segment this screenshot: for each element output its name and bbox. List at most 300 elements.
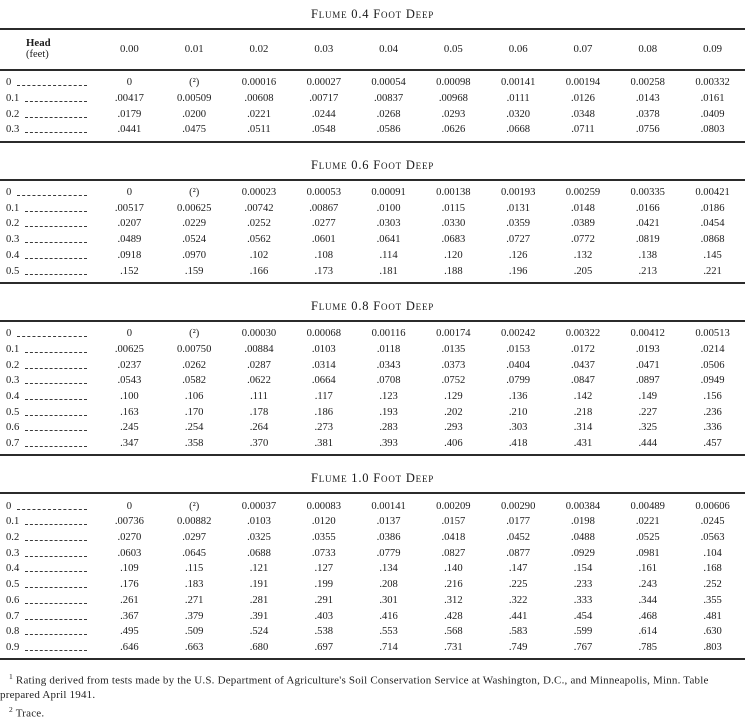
flume-table-section — [0, 158, 745, 284]
table-row — [0, 342, 745, 358]
value-cell: .213 — [638, 265, 658, 277]
row-head: 0.4 — [6, 563, 20, 575]
value-cell: 0.00509 — [176, 93, 212, 105]
row-leader — [25, 399, 87, 400]
value-cell: .0359 — [506, 218, 531, 230]
value-cell: .0827 — [441, 547, 466, 559]
value-cell: .538 — [314, 626, 334, 638]
row-label — [0, 625, 97, 638]
value-cell: .152 — [120, 265, 139, 277]
row-head: 0.5 — [6, 579, 20, 591]
value-cell: .273 — [314, 422, 334, 434]
value-cell: .254 — [184, 422, 204, 434]
value-cell: .0111 — [506, 93, 530, 105]
value-cell: .132 — [573, 249, 593, 261]
value-cell: 0.00037 — [241, 500, 277, 512]
value-cell: .0488 — [571, 532, 595, 544]
rating-table — [0, 179, 745, 284]
value-cell: .291 — [314, 594, 334, 606]
value-cell: .0756 — [635, 124, 660, 136]
table-row — [0, 577, 745, 593]
value-cell: .0166 — [635, 202, 660, 214]
value-cell: .0441 — [117, 124, 142, 136]
value-cell: .0711 — [571, 124, 595, 136]
value-cell: .142 — [573, 390, 593, 402]
row-label — [0, 202, 97, 215]
value-cell: .0586 — [376, 124, 401, 136]
value-cell: .0186 — [700, 202, 725, 214]
row-label-cell — [0, 263, 97, 283]
value-cell: 0.00625 — [176, 202, 212, 214]
value-cell: .0601 — [311, 234, 336, 246]
value-cell: .599 — [573, 626, 593, 638]
value-cell: .123 — [379, 390, 398, 402]
value-cell: 0.00750 — [176, 343, 212, 355]
row-label-cell — [0, 577, 97, 593]
value-cell: .333 — [573, 594, 593, 606]
value-cell: .0409 — [700, 108, 725, 120]
value-cell: .495 — [120, 626, 139, 638]
value-cell: .168 — [703, 563, 722, 575]
row-label-cell — [0, 248, 97, 264]
value-cell: .208 — [379, 579, 398, 591]
value-cell: .0389 — [571, 218, 595, 230]
value-cell: .614 — [638, 626, 658, 638]
row-label-cell — [0, 321, 97, 342]
column-header: 0.05 — [421, 29, 486, 70]
value-cell: .134 — [379, 563, 398, 575]
row-label — [0, 217, 97, 230]
value-cell: 0.00083 — [306, 500, 341, 512]
value-cell: .568 — [444, 626, 463, 638]
value-cell: .00717 — [309, 93, 339, 105]
value-cell: .281 — [249, 594, 269, 606]
value-cell: .325 — [638, 422, 658, 434]
row-label — [0, 92, 97, 105]
value-cell: .170 — [184, 406, 204, 418]
value-cell: .0148 — [571, 202, 595, 214]
head-unit: (feet) — [26, 49, 49, 60]
row-leader — [25, 587, 87, 588]
value-cell: 0.00023 — [241, 187, 277, 199]
row-label-cell — [0, 593, 97, 609]
value-cell: .0177 — [506, 516, 531, 528]
value-cell: .00417 — [114, 93, 144, 105]
value-cell: .0525 — [635, 532, 660, 544]
table-row — [0, 561, 745, 577]
value-cell: .583 — [508, 626, 528, 638]
value-cell: .0475 — [182, 124, 207, 136]
value-cell: .161 — [638, 563, 658, 575]
value-cell: 0.00141 — [371, 500, 406, 512]
row-label — [0, 359, 97, 372]
table-row — [0, 180, 745, 201]
value-cell: .0868 — [700, 234, 725, 246]
flume-table-section — [0, 7, 745, 143]
row-leader — [25, 242, 87, 243]
document-page — [0, 7, 745, 721]
value-cell: .0343 — [376, 359, 401, 371]
row-head: 0.8 — [6, 626, 20, 638]
table-row — [0, 122, 745, 142]
row-leader — [25, 226, 87, 227]
head-label: Head — [26, 37, 51, 49]
value-cell: .293 — [444, 422, 463, 434]
value-cell: .173 — [314, 265, 334, 277]
value-cell: .191 — [249, 579, 269, 591]
value-cell: .0378 — [635, 108, 660, 120]
value-cell: (²) — [189, 500, 200, 512]
value-cell: .196 — [508, 265, 528, 277]
value-cell: .0563 — [700, 532, 725, 544]
value-cell: .210 — [508, 406, 528, 418]
value-cell: .252 — [703, 579, 722, 591]
value-cell: .108 — [314, 249, 334, 261]
value-cell: 0.00421 — [695, 187, 730, 199]
table-row — [0, 420, 745, 436]
row-label-cell — [0, 530, 97, 546]
table-row — [0, 389, 745, 405]
value-cell: .0103 — [247, 516, 271, 528]
value-cell: .0348 — [571, 108, 595, 120]
row-leader — [25, 368, 87, 369]
value-cell: 0.00098 — [436, 77, 471, 89]
value-cell: .370 — [249, 438, 269, 450]
value-cell: .0303 — [376, 218, 401, 230]
value-cell: 0.00489 — [630, 500, 665, 512]
row-label — [0, 594, 97, 607]
row-leader — [25, 430, 87, 431]
value-cell: .0161 — [700, 93, 725, 105]
value-cell: .0688 — [247, 547, 271, 559]
row-leader — [25, 383, 87, 384]
row-head: 0.1 — [6, 202, 20, 214]
value-cell: .646 — [120, 641, 139, 653]
table-row — [0, 106, 745, 122]
table-row — [0, 404, 745, 420]
row-head: 0.6 — [6, 594, 20, 606]
value-cell: .225 — [508, 579, 528, 591]
value-cell: .156 — [703, 390, 722, 402]
row-label-cell — [0, 420, 97, 436]
table-row — [0, 357, 745, 373]
row-leader — [25, 603, 87, 604]
value-cell: (²) — [189, 328, 200, 340]
row-leader — [25, 446, 87, 447]
value-cell: .0452 — [506, 532, 531, 544]
row-label — [0, 265, 97, 278]
row-head: 0.2 — [6, 218, 20, 230]
value-cell: .159 — [184, 265, 204, 277]
value-cell: .0198 — [571, 516, 595, 528]
row-head: 0 — [6, 328, 12, 340]
row-label-cell — [0, 561, 97, 577]
flume-table-section — [0, 299, 745, 457]
value-cell: 0.00174 — [436, 328, 471, 340]
row-head: 0.1 — [6, 93, 20, 105]
row-leader — [25, 571, 87, 572]
table-row — [0, 200, 745, 216]
value-cell: .233 — [573, 579, 593, 591]
value-cell: .202 — [444, 406, 463, 418]
value-cell: 0.00335 — [630, 187, 665, 199]
value-cell: .264 — [249, 422, 269, 434]
row-label — [0, 390, 97, 403]
value-cell: .0355 — [311, 532, 336, 544]
value-cell: .188 — [444, 265, 463, 277]
value-cell: .314 — [573, 422, 593, 434]
table-row — [0, 436, 745, 456]
value-cell: .120 — [444, 249, 463, 261]
value-cell: .379 — [184, 610, 204, 622]
flume-rating-tables — [0, 7, 745, 660]
row-head: 0.6 — [6, 422, 20, 434]
value-cell: .731 — [444, 641, 463, 653]
value-cell: .176 — [120, 579, 139, 591]
value-cell: .0207 — [117, 218, 142, 230]
value-cell: .00884 — [244, 343, 274, 355]
value-cell: .186 — [314, 406, 334, 418]
value-cell: .0803 — [700, 124, 725, 136]
row-leader — [17, 195, 87, 196]
value-cell: 0.00606 — [695, 500, 730, 512]
value-cell: .0548 — [311, 124, 336, 136]
row-head: 0.1 — [6, 343, 20, 355]
column-header: 0.08 — [615, 29, 680, 70]
value-cell: .358 — [184, 438, 204, 450]
value-cell: .115 — [185, 563, 204, 575]
row-head: 0.2 — [6, 532, 20, 544]
value-cell: .391 — [249, 610, 269, 622]
row-label — [0, 610, 97, 623]
row-leader — [25, 117, 87, 118]
row-label-cell — [0, 106, 97, 122]
value-cell: .0137 — [376, 516, 401, 528]
column-header: 0.03 — [291, 29, 356, 70]
value-cell: .129 — [444, 390, 463, 402]
value-cell: 0 — [126, 187, 133, 199]
value-cell: 0.00209 — [436, 500, 471, 512]
value-cell: .227 — [638, 406, 658, 418]
value-cell: .149 — [638, 390, 658, 402]
value-cell: .0103 — [311, 343, 336, 355]
row-leader — [25, 132, 87, 133]
row-label — [0, 233, 97, 246]
footnote — [0, 703, 745, 721]
value-cell: .0131 — [506, 202, 531, 214]
footnote-text: Rating derived from tests made by the U.S. Department of Agriculture's Soil Conservation Service at Washington, D.C., and Minneapolis, Minn. Table prepared April 1941. — [0, 674, 709, 701]
row-label — [0, 123, 97, 136]
row-label-cell — [0, 200, 97, 216]
value-cell: .193 — [379, 406, 398, 418]
value-cell: .0949 — [700, 375, 725, 387]
value-cell: .0221 — [635, 516, 660, 528]
row-head: 0.3 — [6, 375, 20, 387]
table-row — [0, 248, 745, 264]
value-cell: .0799 — [506, 375, 531, 387]
row-label-cell — [0, 624, 97, 640]
value-cell: .0418 — [441, 532, 466, 544]
column-header-row — [0, 29, 745, 70]
value-cell: 0.00259 — [565, 187, 601, 199]
row-leader — [25, 619, 87, 620]
row-label-cell — [0, 493, 97, 514]
value-cell: .0489 — [117, 234, 142, 246]
value-cell: .0562 — [247, 234, 271, 246]
value-cell: .0454 — [700, 218, 725, 230]
row-leader — [17, 336, 87, 337]
row-head: 0.5 — [6, 406, 20, 418]
rating-table — [0, 492, 745, 660]
value-cell: .0270 — [117, 532, 142, 544]
value-cell: .454 — [573, 610, 593, 622]
value-cell: .221 — [703, 265, 722, 277]
table-row — [0, 321, 745, 342]
row-label — [0, 108, 97, 121]
value-cell: .0118 — [376, 343, 401, 355]
table-row — [0, 593, 745, 609]
value-cell: .111 — [250, 390, 268, 402]
value-cell: .00867 — [309, 202, 339, 214]
row-label-cell — [0, 180, 97, 201]
table-row — [0, 530, 745, 546]
row-label — [0, 249, 97, 262]
value-cell: .431 — [573, 438, 593, 450]
value-cell: .183 — [184, 579, 204, 591]
row-label-cell — [0, 232, 97, 248]
value-cell: 0.00242 — [500, 328, 536, 340]
row-leader — [17, 85, 87, 86]
row-label-cell — [0, 514, 97, 530]
value-cell: .301 — [379, 594, 398, 606]
rating-table — [0, 28, 745, 143]
value-cell: .163 — [120, 406, 139, 418]
value-cell: .0582 — [182, 375, 207, 387]
value-cell: .0143 — [635, 93, 660, 105]
value-cell: .468 — [638, 610, 658, 622]
table-row — [0, 232, 745, 248]
row-head: 0.2 — [6, 108, 20, 120]
value-cell: .509 — [184, 626, 204, 638]
row-leader — [25, 211, 87, 212]
value-cell: .0471 — [635, 359, 660, 371]
value-cell: .0819 — [635, 234, 660, 246]
value-cell: .418 — [508, 438, 528, 450]
value-cell: (²) — [189, 77, 200, 89]
value-cell: .803 — [703, 641, 722, 653]
value-cell: .630 — [703, 626, 722, 638]
value-cell: .0237 — [117, 359, 142, 371]
row-label — [0, 500, 97, 513]
row-label — [0, 515, 97, 528]
value-cell: .199 — [314, 579, 334, 591]
table-row — [0, 70, 745, 91]
value-cell: .0297 — [182, 532, 207, 544]
value-cell: .785 — [638, 641, 658, 653]
value-cell: .347 — [120, 438, 139, 450]
value-cell: 0.00513 — [695, 328, 730, 340]
row-head: 0.7 — [6, 438, 20, 450]
column-header: 0.07 — [551, 29, 616, 70]
value-cell: .416 — [379, 610, 398, 622]
row-head: 0 — [6, 77, 12, 89]
value-cell: .178 — [249, 406, 269, 418]
row-label-cell — [0, 342, 97, 358]
value-cell: .0320 — [506, 108, 531, 120]
value-cell: .0277 — [311, 218, 336, 230]
row-label-cell — [0, 70, 97, 91]
row-label — [0, 578, 97, 591]
value-cell: .0229 — [182, 218, 207, 230]
value-cell: .0683 — [441, 234, 466, 246]
value-cell: 0.00030 — [241, 328, 277, 340]
value-cell: .0421 — [635, 218, 660, 230]
column-header: 0.00 — [97, 29, 162, 70]
value-cell: .322 — [508, 594, 528, 606]
table-title: Flume 0.8 Foot Deep — [310, 298, 435, 313]
row-label — [0, 547, 97, 560]
rating-table — [0, 320, 745, 457]
value-cell: .336 — [703, 422, 722, 434]
value-cell: .126 — [508, 249, 528, 261]
value-cell: .457 — [703, 438, 722, 450]
value-cell: 0.00054 — [371, 77, 406, 89]
value-cell: .0268 — [376, 108, 401, 120]
row-label — [0, 406, 97, 419]
value-cell: .0221 — [247, 108, 271, 120]
value-cell: 0.00332 — [695, 77, 730, 89]
value-cell: 0.00290 — [500, 500, 536, 512]
value-cell: .0437 — [571, 359, 595, 371]
row-head: 0.3 — [6, 234, 20, 246]
value-cell: .355 — [703, 594, 722, 606]
value-cell: .0622 — [247, 375, 271, 387]
value-cell: .0668 — [506, 124, 531, 136]
value-cell: .0314 — [311, 359, 336, 371]
value-cell: .00517 — [114, 202, 144, 214]
value-cell: .0404 — [506, 359, 531, 371]
value-cell: .524 — [249, 626, 269, 638]
value-cell: .00736 — [114, 516, 144, 528]
value-cell: 0.00258 — [630, 77, 665, 89]
value-cell: .663 — [184, 641, 204, 653]
value-cell: .145 — [703, 249, 722, 261]
head-column-header — [0, 29, 97, 70]
value-cell: .147 — [508, 563, 528, 575]
footnote-marker: 1 — [9, 672, 13, 682]
value-cell: .0126 — [571, 93, 595, 105]
value-cell: 0.00116 — [371, 328, 406, 340]
value-cell: .218 — [573, 406, 593, 418]
row-leader — [25, 415, 87, 416]
value-cell: .100 — [120, 390, 139, 402]
column-header: 0.04 — [356, 29, 421, 70]
footnotes-section — [0, 670, 745, 721]
row-leader — [25, 556, 87, 557]
row-label — [0, 641, 97, 654]
value-cell: .114 — [379, 249, 398, 261]
value-cell: .0981 — [635, 547, 660, 559]
table-row — [0, 493, 745, 514]
value-cell: .393 — [379, 438, 398, 450]
value-cell: .136 — [508, 390, 528, 402]
value-cell: .0511 — [247, 124, 271, 136]
column-header: 0.02 — [227, 29, 292, 70]
value-cell: .0325 — [247, 532, 271, 544]
row-head: 0.2 — [6, 359, 20, 371]
value-cell: .0779 — [376, 547, 401, 559]
value-cell: .0120 — [311, 516, 336, 528]
